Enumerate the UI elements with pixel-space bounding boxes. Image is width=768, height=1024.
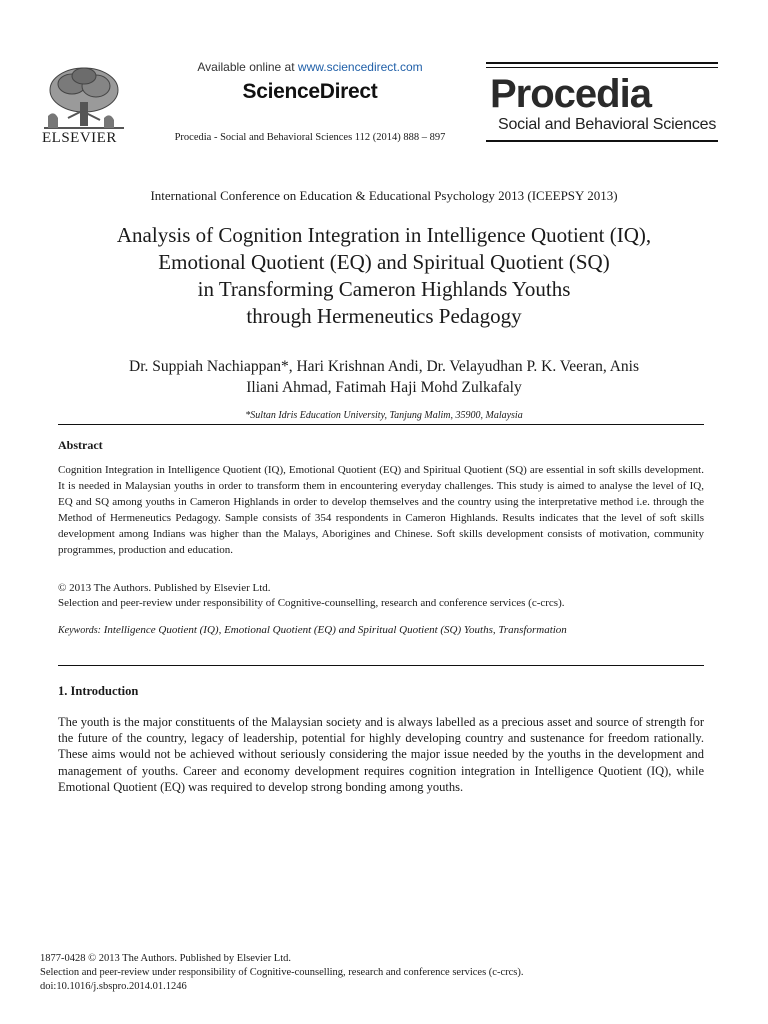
procedia-subtitle: Social and Behavioral Sciences — [498, 116, 717, 133]
title-line: through Hermeneutics Pedagogy — [246, 304, 522, 328]
title-line: Emotional Quotient (EQ) and Spiritual Quotient (SQ) — [158, 250, 610, 274]
introduction-heading: 1. Introduction — [58, 684, 139, 698]
keywords-label: Keywords: — [58, 625, 101, 636]
section-rule — [58, 665, 704, 666]
author-line: Dr. Suppiah Nachiappan*, Hari Krishnan Andi, Dr. Velayudhan P. K. Veeran, Anis — [129, 358, 639, 375]
title-line: Analysis of Cognition Integration in Intelligence Quotient (IQ), — [116, 223, 652, 247]
copyright-block — [58, 581, 704, 611]
introduction-body: The youth is the major constituents of the Malaysian society and is always labelled as a precious asset and source of strength for the future of the country, legacy of leadership, potential for highly developing country and sustenance for freedom rationally. These aims would not be achieved without seriously considering the major issue needed by the youths in the development and management of youths. Career and economy development requires cognition integration in Intelligence Quotient (IQ), while Emotional Quotient (EQ) was required to develop strong bonding among youths. — [58, 715, 704, 794]
conference-name: International Conference on Education & Educational Psychology 2013 (ICEEPSY 2013) — [150, 188, 618, 203]
author-list — [40, 356, 728, 398]
author-line: Iliani Ahmad, Fatimah Haji Mohd Zulkafaly — [246, 379, 522, 396]
keywords-text: Intelligence Quotient (IQ), Emotional Quotient (EQ) and Spiritual Quotient (SQ) Youths, Transformation — [103, 624, 567, 636]
sciencedirect-wordmark: ScienceDirect — [242, 80, 378, 103]
procedia-rule-bottom — [486, 140, 718, 142]
available-prefix: Available online at — [197, 60, 298, 74]
publisher-name: ELSEVIER — [42, 130, 117, 146]
peer-review-line: Selection and peer-review under responsibility of Cognitive-counselling, research and conference services (c-crcs). — [58, 597, 565, 609]
doi-line[interactable]: doi:10.1016/j.sbspro.2014.01.1246 — [40, 981, 187, 992]
affiliation: *Sultan Idris Education University, Tanjung Malim, 35900, Malaysia — [245, 410, 523, 421]
procedia-rule-top — [486, 62, 718, 64]
copyright-line: © 2013 The Authors. Published by Elsevier Ltd. — [58, 582, 271, 594]
sciencedirect-link[interactable]: www.sciencedirect.com — [297, 60, 423, 74]
procedia-rule-top-thin — [486, 67, 718, 68]
section-rule — [58, 424, 704, 425]
paper-title — [30, 222, 738, 330]
abstract-body: Cognition Integration in Intelligence Quotient (IQ), Emotional Quotient (EQ) and Spiritual Quotient (SQ) are essential in soft skills development. It is needed in Malaysian youths in order to transform them in encountering everyday challenges. This study is aimed to analyse the level of IQ, EQ and SQ among youths in Cameron Highlands in order to develop themselves and the country using the interpretative method i.e. through the Method of Hermeneutics Pedagogy. Sample consists of 354 respondents in Cameron Highlands. Results indicates that the level of soft skills development among Indians was higher than the Malays, Aborigines and Chinese. Soft skills development consists of motivation, community programmes, production and education. — [58, 464, 704, 556]
journal-reference: Procedia - Social and Behavioral Sciences 112 (2014) 888 – 897 — [174, 132, 446, 143]
available-online-line — [180, 60, 440, 74]
abstract-heading: Abstract — [58, 438, 103, 452]
title-line: in Transforming Cameron Highlands Youths — [197, 277, 571, 301]
keywords-line — [58, 624, 704, 636]
footer-notes — [40, 952, 730, 994]
issn-line: 1877-0428 © 2013 The Authors. Published by Elsevier Ltd. — [40, 953, 292, 964]
procedia-title: Procedia — [490, 72, 651, 116]
footer-review-line: Selection and peer-review under responsibility of Cognitive-counselling, research and conference services (c-crcs). — [40, 967, 524, 978]
